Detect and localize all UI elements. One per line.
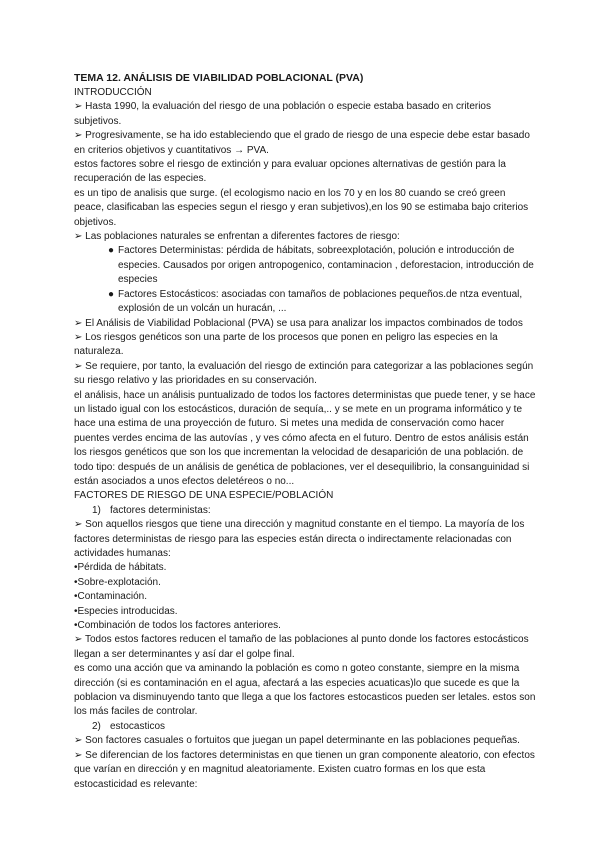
paragraph: ➢ Son factores casuales o fortuitos que juegan un papel determinante en las poblaciones pequeñas.: [74, 735, 520, 747]
list-item: •Contaminación.: [74, 591, 147, 603]
paragraph: ➢ Los riesgos genéticos son una parte de los procesos que ponen en peligro las especies en la naturaleza.: [74, 331, 498, 358]
list-item: •Pérdida de hábitats.: [74, 562, 167, 574]
bullet-icon: ●: [108, 288, 115, 300]
paragraph: ➢ Se requiere, por tanto, la evaluación del riesgo de extinción para categorizar a las poblaciones según su riesgo relativo y las prioridades en su conservación.: [74, 360, 534, 387]
list-item-text: Factores Estocásticos: asociadas con tamaños de poblaciones pequeños.de ntza eventual, explosión de un volcán un huracán, ...: [118, 288, 523, 315]
list-item: •Sobre-explotación.: [74, 576, 161, 588]
paragraph: ➢ Las poblaciones naturales se enfrentan a diferentes factores de riesgo:: [74, 231, 400, 243]
list-item: [106, 288, 536, 317]
subsection-heading-estocasticos: [74, 720, 536, 734]
list-item: •Combinación de todos los factores anteriores.: [74, 620, 281, 632]
paragraph: ➢ Progresivamente, se ha ido estableciendo que el grado de riesgo de una especie debe estar basado en criterios objetivos y cuantitativos → PVA.: [74, 130, 530, 156]
section-heading-introduccion: INTRODUCCIÓN: [74, 87, 152, 98]
list-item: •Especies introducidas.: [74, 605, 178, 617]
bullet-icon: ●: [108, 245, 115, 257]
subsection-number: 2): [92, 720, 101, 732]
subsection-number: 1): [92, 504, 101, 516]
paragraph: ➢ Todos estos factores reducen el tamaño de las poblaciones al punto donde los factores estocásticos llegan a ser determinantes y así dar el golpe final.: [74, 634, 529, 660]
paragraph: ➢ El Análisis de Viabilidad Poblacional (PVA) se usa para analizar los impactos combinados de todos: [74, 317, 523, 329]
subsection-label: estocasticos: [110, 720, 166, 732]
paragraph: ➢ Hasta 1990, la evaluación del riesgo de una población o especie estaba basado en criterios subjetivos.: [74, 101, 491, 127]
risk-factor-list: [74, 244, 536, 316]
paragraph: ➢ Son aquellos riesgos que tiene una dirección y magnitud constante en el tiempo. La mayoría de los factores deterministas de riesgo para las especies están directa o indirectamente relacionadas con actividades humanas:: [74, 519, 525, 559]
document-title: TEMA 12. ANÁLISIS DE VIABILIDAD POBLACIONAL (PVA): [74, 72, 364, 84]
subsection-label: factores deterministas:: [110, 504, 211, 516]
paragraph: el análisis, hace un análisis puntualizado de todos los factores deterministas que puede tener, y se hace un listado igual con los estocásticos, duración de sequía,.. y se mete en un programa informático y te hace una estima de una proyección de futuro. Si metes una medida de conservación como hacer puentes verdes encima de las autovías , y ves cómo afecta en el futuro. Dentro de estos análisis están los riesgos genéticos que son los que incrementan la velocidad de desaparición de una población. de todo tipo: después de un análisis de genética de poblaciones, ver el desequilibrio, la consanguinidad si están asociados a unos efectos deletéreos o no...: [74, 389, 536, 487]
document-body: [74, 71, 536, 792]
subsection-heading-deterministas: [74, 504, 536, 518]
paragraph: ➢ Se diferencian de los factores deterministas en que tienen un gran componente aleatorio, con efectos que varían en dirección y en magnitud aleatoriamente. Existen cuatro formas en los que esta estocasticidad es relevante:: [74, 749, 535, 790]
paragraph: es como una acción que va aminando la población es como n goteo constante, siempre en la misma dirección (si es contaminación en el agua, afectará a las especies acuaticas)lo que sucede es que la poblacion va disminuyendo tanto que llega a que los factores estocasticos pueden ser letales. estos son los más faciles de controlar.: [74, 663, 536, 718]
list-item-text: Factores Deterministas: pérdida de hábitats, sobreexplotación, polución e introducción de especies. Causados por origen antropogenico, contaminacion , deforestacion, introducción de especies: [118, 245, 534, 286]
paragraph: estos factores sobre el riesgo de extinción y para evaluar opciones alternativas de gestión para la recuperación de las especies.: [74, 159, 506, 185]
section-heading-factores: FACTORES DE RIESGO DE UNA ESPECIE/POBLACIÓN: [74, 490, 334, 502]
paragraph: es un tipo de analisis que surge. (el ecologismo nacio en los 70 y en los 80 cuando se creó green peace, clasificaban las especies segun el riesgo y eran subjetivos),en los 90 se estimaba bajo criterios objetivos.: [74, 187, 529, 228]
list-item: [106, 244, 536, 287]
